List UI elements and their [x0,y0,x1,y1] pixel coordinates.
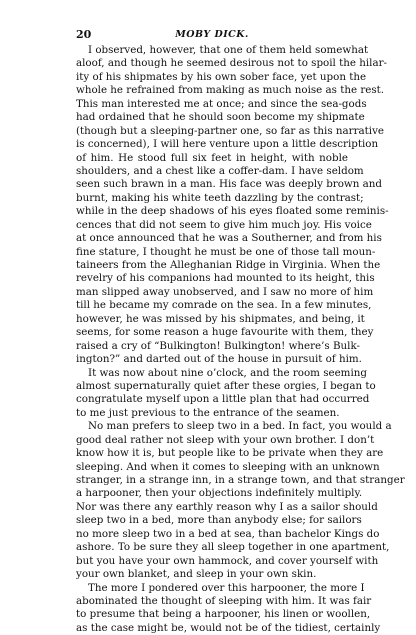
text-line: ashore. To be sure they all sleep together in one apartment, [76,541,390,554]
text-line: however, he was missed by his shipmates, and being, it [76,312,365,325]
text-line: This man interested me at once; and since the sea-gods [76,97,367,110]
text-line: but you have your own hammock, and cover yourself with [76,554,379,567]
text-line: man slipped away unobserved, and I saw no more of him [76,285,374,298]
text-line: till he became my comrade on the sea. In a few minutes, [76,299,372,312]
text-line: had ordained that he should soon become my shipmate [76,111,365,124]
text-line: fine stature, I thought he must be one of those tall moun- [76,245,376,258]
text-line: Nor was there any earthly reason why I as a sailor should [76,500,378,513]
text-line: is concerned), I will here venture upon a little description [76,138,379,151]
text-line: cences that did not seem to give him much joy. His voice [76,218,372,231]
text-line: congratulate myself upon a little plan that had occurred [76,393,370,406]
text-line: almost supernaturally quiet after these orgies, I began to [76,379,376,392]
text-line: It was now about nine o’clock, and the room seeming [88,366,367,379]
page-number: 20 [76,28,92,41]
text-line: I observed, however, that one of them held somewhat [88,44,369,56]
text-line: ington?” and darted out of the house in pursuit of him. [76,353,362,366]
text-line: No man prefers to sleep two in a bed. In fact, you would a [88,420,392,433]
text-line: whole he refrained from making as much noise as the rest. [76,84,385,97]
text-line: stranger, in a strange inn, in a strange town, and that stranger [76,474,405,486]
page-header [76,28,348,42]
text-line: while in the deep shadows of his eyes floated some reminis- [76,205,389,218]
text-line: no more sleep two in a bed at sea, than bachelor Kings do [76,527,380,540]
text-line: sleeping. And when it comes to sleeping with an unknown [76,460,380,473]
text-line: ity of his shipmates by his own sober face, yet upon the [76,70,367,83]
text-line: sleep two in a bed, more than anybody else; for sailors [76,514,362,527]
text-line: shoulders, and a chest like a coffer-dam. I have seldom [76,164,364,177]
text-line: to me just previous to the entrance of the seamen. [76,406,340,419]
text-line: seems, for some reason a huge favourite with them, they [76,326,374,339]
text-line: seen such brawn in a man. His face was deeply brown and [76,178,382,191]
text-line: The more I pondered over this harpooner, the more I [88,581,365,594]
text-line: as the case might be, would not be of the tidiest, certainly [76,621,381,634]
text-line: know how it is, but people like to be private when they are [76,447,384,460]
text-line: abominated the thought of sleeping with him. It was fair [76,594,372,607]
text-line: (though but a sleeping-partner one, so far as this narrative [76,124,385,137]
text-line: burnt, making his white teeth dazzling by the contrast; [76,191,364,204]
text-line: to presume that being a harpooner, his linen or woollen, [76,608,371,621]
text-line: of him. He stood full six feet in height, with noble [76,151,348,164]
text-line: raised a cry of “Bulkington! Bulkington! where’s Bulk- [76,339,361,352]
text-line: at once announced that he was a Southerner, and from his [76,232,382,245]
text-line: revelry of his companions had mounted to its height, this [76,272,375,285]
running-title: MOBY DICK. [175,29,249,40]
text-line: aloof, and though he seemed desirous not to spoil the hilar- [76,57,387,70]
text-line: taineers from the Alleghanian Ridge in Virginia. When the [76,259,381,271]
text-line: good deal rather not sleep with your own brother. I don’t [76,433,375,446]
text-line: your own blanket, and sleep in your own skin. [76,568,317,581]
text-line: a harpooner, then your objections indefinitely multiply. [76,487,363,500]
body-text [76,44,405,635]
